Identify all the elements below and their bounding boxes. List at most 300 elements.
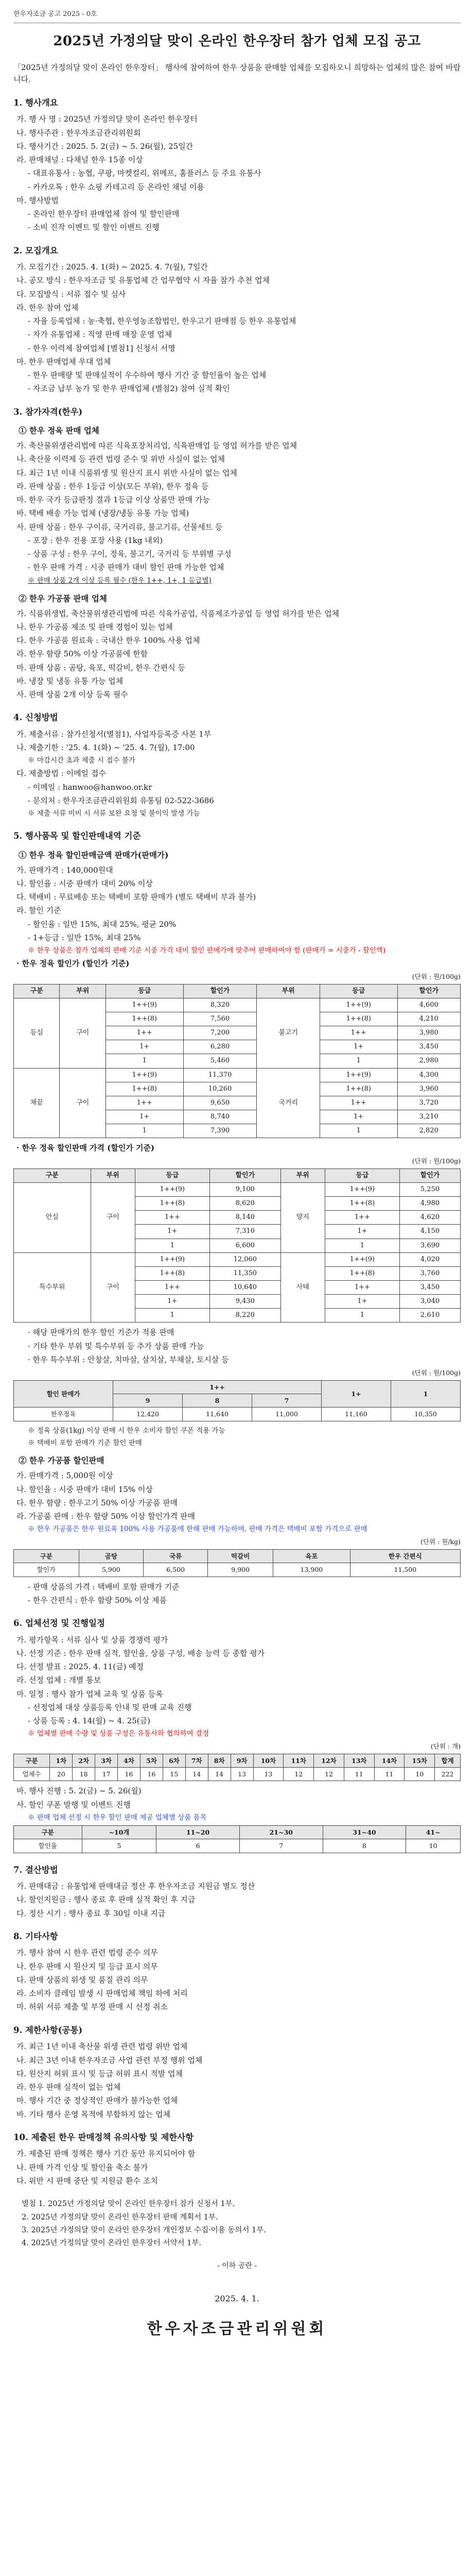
price-table-2 <box>13 1168 461 1323</box>
table-header: 6차 <box>163 1754 185 1767</box>
table-cell: 10 <box>405 1768 435 1781</box>
table-cell: 16 <box>118 1768 141 1781</box>
list-item: - 자가 유통업체 : 직영 판매 매장 운영 업체 <box>28 330 172 340</box>
list-item: - 선정업체 대상 상품등록 안내 및 판매 교육 진행 <box>28 1702 192 1712</box>
table-cell: 채끝 <box>14 1068 60 1138</box>
table-header: 구분 <box>14 1168 91 1182</box>
section-title: 4. 신청방법 <box>13 713 58 723</box>
table-cell: 등심 <box>14 998 60 1068</box>
list-item: 마. 한우 판매업체 우대 업체 <box>16 357 111 366</box>
table-unit: (단위 : 원/100g) <box>412 973 461 981</box>
list-item: 다. 선정 발표 : 2025. 4. 11(금) 예정 <box>16 1662 144 1672</box>
list-item: 바. 냉장 및 냉동 유통 가능 업체 <box>16 676 124 686</box>
table-header: 등급 <box>325 1168 399 1182</box>
list-item: 가. 행 사 명 : 2025년 가정의달 맞이 온라인 한우장터 <box>16 114 198 124</box>
table-cell: 8,620 <box>209 1197 280 1211</box>
table-cell: 6,280 <box>183 1040 257 1054</box>
list-item: - 상품 등록 : 4. 14(월) ~ 4. 25(금) <box>28 1716 150 1726</box>
section-settlement <box>13 1863 461 1920</box>
appendix-item: 4. 2025년 가정의달 맞이 온라인 한우장터 서약서 1부. <box>22 2239 201 2248</box>
list-item: 나. 선정 기준 : 한우 판매 실적, 할인율, 상품 구성, 배송 능력 등 종합 평가 <box>16 1648 265 1658</box>
table-cell: 11 <box>344 1768 374 1781</box>
table-cell: 12,060 <box>209 1252 280 1266</box>
table-header: 8 <box>183 1394 252 1407</box>
list-item: 가. 식품위생법, 축산물위생관리법에 따른 식육가공업, 식품제조가공업 등 영업 허가를 받은 업체 <box>16 608 340 618</box>
table-cell: 12 <box>284 1768 314 1781</box>
section-selection <box>13 1617 461 1853</box>
table-cell: 1++(8) <box>325 1197 399 1211</box>
table-header: 할인가 <box>209 1168 280 1182</box>
table-cell: 9,900 <box>208 1563 273 1577</box>
table-cell: 1++ <box>135 1211 209 1225</box>
table-cell: 4,980 <box>400 1197 461 1211</box>
table-header: 9 <box>113 1394 183 1407</box>
list-item: 다. 정산 시기 : 행사 종료 후 30일 이내 지급 <box>16 1908 166 1918</box>
list-item: 가. 제출된 판매 정책은 행사 기간 동안 유지되어야 함 <box>16 2149 196 2159</box>
price-table-3 <box>13 1380 461 1421</box>
list-item: 사. 판매 상품 : 한우 구이류, 국거리류, 불고기류, 선물세트 등 <box>16 522 223 532</box>
section-title: 7. 결산방법 <box>13 1865 58 1875</box>
table-cell: 안심 <box>14 1182 91 1252</box>
table-header: 13차 <box>344 1754 374 1767</box>
table-header: 2차 <box>73 1754 95 1767</box>
table-cell: 1+ <box>325 1295 399 1309</box>
list-item: · 기타 한우 부위 및 특수부위 등 추가 상품 판매 가능 <box>28 1341 204 1351</box>
table-cell: 10,350 <box>391 1408 460 1421</box>
table-cell: 4,620 <box>400 1211 461 1225</box>
appendix-item: 2. 2025년 가정의달 맞이 온라인 한우장터 판매 계획서 1부. <box>22 2213 218 2222</box>
list-item: 가. 판매대금 : 유통업체 판매대금 정산 후 한우자조금 지원금 별도 정산 <box>16 1882 255 1891</box>
table-cell: 13,900 <box>273 1563 350 1577</box>
table-cell: 1 <box>135 1309 209 1323</box>
table-header: 1+ <box>321 1380 391 1408</box>
table-cell: 1++ <box>325 1211 399 1225</box>
list-item: 다. 원산지 허위 표시 및 등급 허위 표시 적발 업체 <box>16 2069 183 2078</box>
table-header: 할인가 <box>400 1168 461 1182</box>
table-cell: 10 <box>406 1839 461 1853</box>
section-other <box>13 1930 461 2013</box>
table-header: 3차 <box>95 1754 118 1767</box>
table-header: 구분 <box>14 1549 79 1563</box>
list-item: 다. 위반 시 판매 중단 및 지원금 환수 조치 <box>16 2176 158 2185</box>
list-item: 라. 소비자 클레임 발생 시 판매업체 책임 하에 처리 <box>16 1989 188 1998</box>
list-item: 나. 최근 3년 이내 한우자조금 사업 관련 부정 행위 업체 <box>16 2055 203 2065</box>
list-item: 라. 한우 참여 업체 <box>16 302 79 312</box>
table-cell: 3,960 <box>397 1082 460 1096</box>
table-cell: 11,640 <box>183 1408 252 1421</box>
table-cell: 1++(8) <box>320 1082 397 1096</box>
table-cell: 1 <box>325 1309 399 1323</box>
table-cell: 11,350 <box>209 1266 280 1280</box>
table-cell: 1++ <box>320 1026 397 1040</box>
table-cell: 구이 <box>91 1252 135 1323</box>
list-item: - 포장 : 한우 전용 포장 사용 (1kg 내외) <box>28 535 163 545</box>
table-cell: 14 <box>208 1768 231 1781</box>
list-item: 라. 선정 업체 : 개별 통보 <box>16 1675 101 1685</box>
table-header: 5차 <box>140 1754 163 1767</box>
table-cell: 9,100 <box>209 1182 280 1196</box>
table-header: 할인가 <box>397 984 460 998</box>
table-cell: 1++(8) <box>106 1082 183 1096</box>
table-cell: 구이 <box>91 1182 135 1252</box>
table-header: 구분 <box>14 984 60 998</box>
list-item: 가. 최근 1년 이내 축산물 위생 관련 법령 위반 업체 <box>16 2042 188 2052</box>
table-cell: 1 <box>106 1124 183 1138</box>
list-item: 라. 판매 상품 : 한우 1등급 이상(모든 부위), 한우 정육 등 <box>16 481 209 491</box>
appendix-item <box>13 2198 461 2210</box>
section-title: 2. 모집개요 <box>13 245 58 256</box>
table-cell: 8 <box>323 1839 406 1853</box>
table-cell: 1++(9) <box>325 1252 399 1266</box>
table-cell: 1+ <box>106 1040 183 1054</box>
list-item: - 할인율 : 일반 15%, 최대 25%, 평균 20% <box>28 919 177 929</box>
table-header: 10차 <box>253 1754 284 1767</box>
note: ※ 제출 서류 미비 시 서류 보완 요청 및 불이익 발생 가능 <box>28 809 200 818</box>
table-cell: 5,250 <box>400 1182 461 1196</box>
table-cell: 2,980 <box>397 1054 460 1068</box>
list-item: 나. 한우 가공품 제조 및 판매 경험이 있는 업체 <box>16 622 173 632</box>
table-cell: 1+ <box>135 1295 209 1309</box>
table-caption: · 한우 정육 할인판매 가격 (할인가 기준) <box>16 1143 155 1153</box>
list-item: 마. 행사 기간 중 정상적인 판매가 불가능한 업체 <box>16 2096 178 2106</box>
table-header: 곰탕 <box>79 1549 143 1563</box>
table-cell: 1 <box>325 1239 399 1252</box>
table-header: 부위 <box>91 1168 135 1182</box>
table-cell: 1+ <box>320 1110 397 1124</box>
table-cell: 1+ <box>135 1225 209 1239</box>
table-header: 11~20 <box>156 1825 240 1839</box>
table-cell: 3,210 <box>397 1110 460 1124</box>
table-cell: 222 <box>435 1768 461 1781</box>
table-header: 할인가 <box>183 984 257 998</box>
table-cell: 1 <box>106 1054 183 1068</box>
list-item: 다. 제출방법 : 이메일 접수 <box>16 769 106 778</box>
list-item: 가. 평가항목 : 서류 심사 및 상품 경쟁력 평가 <box>16 1635 168 1645</box>
list-item: 나. 판매 가격 인상 및 할인율 축소 불가 <box>16 2162 148 2172</box>
table-cell: 특수부위 <box>14 1252 91 1323</box>
table-cell: 6 <box>156 1839 240 1853</box>
table-cell: 3,450 <box>397 1040 460 1054</box>
list-item: 나. 축산물 이력제 등 관련 법령 준수 및 위반 사실이 없는 업체 <box>16 454 225 464</box>
table-header: ~10개 <box>82 1825 156 1839</box>
table-cell: 3,450 <box>400 1280 461 1294</box>
section-overview <box>13 96 461 234</box>
table-header: 1++ <box>113 1380 322 1394</box>
table-cell: 1++(9) <box>320 1068 397 1082</box>
table-cell: 15 <box>163 1768 185 1781</box>
table-cell: 1++ <box>135 1280 209 1294</box>
end-mark: - 이하 공란 - <box>217 2261 257 2270</box>
table-cell: 1++(9) <box>325 1182 399 1196</box>
table-cell: 1++(9) <box>135 1182 209 1196</box>
list-item: 바. 기타 행사 운영 목적에 부합하지 않는 업체 <box>16 2109 170 2119</box>
list-item: 다. 한우 함량 : 한우고기 50% 이상 가공품 판매 <box>16 1498 178 1507</box>
list-item: - 소비 진작 이벤트 및 할인 이벤트 진행 <box>28 223 160 232</box>
table-cell: 11,500 <box>350 1563 460 1577</box>
table-cell: 국거리 <box>257 1068 320 1138</box>
table-cell: 13 <box>231 1768 253 1781</box>
table-header: 9차 <box>231 1754 253 1767</box>
list-item: 마. 허위 서류 제출 및 부정 판매 시 선정 취소 <box>16 2002 168 2012</box>
list-item: - 한우 간편식 : 한우 함량 50% 이상 제품 <box>28 1595 167 1605</box>
list-item: - 상품 구성 : 한우 구이, 정육, 불고기, 국거리 등 부위별 구성 <box>28 549 232 559</box>
price-table-1 <box>13 984 461 1139</box>
table-cell: 1+ <box>320 1040 397 1054</box>
list-item: - 카카오톡 : 한우 쇼핑 카테고리 등 온라인 채널 이용 <box>28 182 204 192</box>
list-item: 라. 할인 기준 <box>16 906 61 916</box>
table-cell: 1+ <box>106 1110 183 1124</box>
table-cell: 양지 <box>280 1182 325 1252</box>
table-row <box>14 1563 461 1577</box>
table-header: 부위 <box>257 984 320 998</box>
list-item: · 해당 판매가의 한우 할인 기준가 적용 판매 <box>28 1328 174 1337</box>
note: ※ 판매 상품 2개 이상 등록 필수 (한우 1++, 1+, 1 등급별) <box>28 576 212 585</box>
contact-text: - 문의처 : 한우자조금관리위원회 유통팀 02-522-3686 <box>28 795 214 805</box>
table-cell: 1++(9) <box>106 1068 183 1082</box>
table-header: 육포 <box>273 1549 350 1563</box>
section-recruitment <box>13 244 461 395</box>
table-unit: (단위 : 원/100g) <box>412 1369 461 1377</box>
table-cell: 1++ <box>106 1026 183 1040</box>
list-item: 다. 행사기간 : 2025. 5. 2(금) ~ 5. 26(월), 25일간 <box>16 141 194 151</box>
table-cell: 4,600 <box>397 998 460 1012</box>
appendix-label: 별첨 <box>22 2200 37 2209</box>
table-cell: 3,040 <box>400 1295 461 1309</box>
table-cell: 한우정육 <box>14 1408 113 1421</box>
table-header: 8차 <box>208 1754 231 1767</box>
table-cell: 8,220 <box>209 1309 280 1323</box>
table-header: 합계 <box>435 1754 461 1767</box>
list-item: 나. 제출기한 : '25. 4. 1(화) ~ '25. 4. 7(월), 17:00 <box>16 743 195 753</box>
table-cell: 6,600 <box>209 1239 280 1252</box>
section-eligibility <box>13 405 461 701</box>
list-item: 나. 할인율 : 시중 판매가 대비 15% 이상 <box>16 1484 153 1494</box>
section-policy <box>13 2131 461 2187</box>
list-item: 바. 행사 진행 : 5. 2(금) ~ 5. 26(월) <box>16 1786 142 1796</box>
table-cell: 4,020 <box>400 1252 461 1266</box>
table-header: 41~ <box>406 1825 461 1839</box>
table-cell: 5,460 <box>183 1054 257 1068</box>
table-cell: 12,420 <box>113 1408 183 1421</box>
table-cell: 10,640 <box>209 1280 280 1294</box>
list-item: 가. 모집기간 : 2025. 4. 1(화) ~ 2025. 4. 7(월), 7일간 <box>16 262 208 272</box>
section-title: 8. 기타사항 <box>13 1931 58 1941</box>
subsection-title: ① 한우 정육 할인판매금액 판매가(판매가) <box>19 850 169 860</box>
table-header: 부위 <box>280 1168 325 1182</box>
table-header: 할인 판매가 <box>14 1380 113 1408</box>
table-header: 7차 <box>185 1754 208 1767</box>
table-cell: 4,210 <box>397 1012 460 1026</box>
table-cell: 3,690 <box>400 1239 461 1252</box>
table-cell: 11,000 <box>252 1408 322 1421</box>
note-red: ※ 업체별 판매 수량 및 상품 구성은 유통사와 협의하여 결정 <box>28 1730 209 1738</box>
table-cell: 8,140 <box>209 1211 280 1225</box>
price-table-4 <box>13 1549 461 1577</box>
table-unit: (단위 : 원/100g) <box>412 1157 461 1165</box>
table-cell: 11 <box>374 1768 405 1781</box>
list-item: 마. 행사방법 <box>16 195 59 205</box>
list-item: - 판매 상품의 가격 : 택배비 포함 판매가 기준 <box>28 1582 180 1591</box>
table-header: 15차 <box>405 1754 435 1767</box>
list-item: - 자율 등록업체 : 농·축협, 한우영농조합법인, 한우고기 판매점 등 한우 유통업체 <box>28 316 296 326</box>
table-cell: 1++(8) <box>135 1197 209 1211</box>
list-item: 다. 한우 가공품 원료육 : 국내산 한우 100% 사용 업체 <box>16 636 200 646</box>
section-title: 3. 참가자격(한우) <box>13 406 83 417</box>
table-cell: 업체수 <box>14 1768 50 1781</box>
table-cell: 16 <box>140 1768 163 1781</box>
table-cell: 7,200 <box>183 1026 257 1040</box>
table-cell: 1++(9) <box>135 1252 209 1266</box>
table-header: 1차 <box>50 1754 73 1767</box>
table-header: 21~30 <box>239 1825 323 1839</box>
appendix-item: 3. 2025년 가정의달 맞이 온라인 한우장터 개인정보 수집·이용 동의서 1부. <box>22 2226 266 2234</box>
table-row <box>14 1182 461 1196</box>
table-header: 등급 <box>106 984 183 998</box>
table-cell: 불고기 <box>257 998 320 1068</box>
table-row <box>14 1408 461 1421</box>
section-title: 1. 행사개요 <box>13 97 58 108</box>
list-item: 가. 축산물위생관리법에 따른 식육포장처리업, 식육판매업 등 영업 허가를 받은 업체 <box>16 441 297 451</box>
table-cell: 1++(8) <box>135 1266 209 1280</box>
section-title: 9. 제한사항(공통) <box>13 2025 83 2035</box>
list-item: 바. 택배 배송 가능 업체 (냉장/냉동 유통 가능 업체) <box>16 509 189 518</box>
table-cell: 구이 <box>60 998 106 1068</box>
note: ※ 마감시간 초과 제출 시 접수 불가 <box>28 756 135 765</box>
note-blue: ※ 한우 가공품은 한우 원료육 100% 사용 가공품에 한해 판매 가능하며, 판매 가격은 택배비 포함 가격으로 판매 <box>28 1525 367 1534</box>
section-title: 6. 업체선정 및 진행일정 <box>13 1618 105 1629</box>
table-header: 31~40 <box>323 1825 406 1839</box>
table-cell: 6,500 <box>144 1563 208 1577</box>
list-item: - 한우 이력제 참여업체 [별첨1] 신청서 서명 <box>28 343 175 353</box>
table-cell: 17 <box>95 1768 118 1781</box>
table-cell: 9,650 <box>183 1096 257 1110</box>
table-cell: 11,370 <box>183 1068 257 1082</box>
list-item: 다. 판매 상품의 위생 및 품질 관리 의무 <box>16 1975 148 1985</box>
table-cell: 18 <box>73 1768 95 1781</box>
list-item: 다. 모집방식 : 서류 접수 및 심사 <box>16 289 126 299</box>
table-cell: 3,980 <box>397 1026 460 1040</box>
table-cell: 1++ <box>320 1096 397 1110</box>
table-unit: (단위 : 개) <box>430 1742 461 1751</box>
table-cell: 1 <box>320 1124 397 1138</box>
table-cell: 1++ <box>325 1280 399 1294</box>
list-item: 다. 최근 1년 이내 식품위생 및 원산지 표시 위반 사실이 없는 업체 <box>16 468 238 478</box>
list-item: 마. 한우 국가 등급판정 결과 1등급 이상 상품만 판매 가능 <box>16 495 210 505</box>
table-cell: 2,610 <box>400 1309 461 1323</box>
list-item: 나. 공모 방식 : 한우자조금 및 유통업체 간 업무협약 시 자율 참가 추천 업체 <box>16 276 270 285</box>
table-header: 등급 <box>320 984 397 998</box>
list-item: 가. 판매가격 : 140,000원대 <box>16 865 113 875</box>
table-cell: 3,760 <box>400 1266 461 1280</box>
list-item: 가. 제출서류 : 참가신청서(별첨1), 사업자등록증 사본 1부 <box>16 729 212 739</box>
table-row <box>14 1768 461 1781</box>
table-cell: 2,820 <box>397 1124 460 1138</box>
table-header: 한우 간편식 <box>350 1549 460 1563</box>
appendix <box>13 2198 461 2249</box>
header-note: 한우자조금 공고 2025 - 0호 <box>13 9 461 23</box>
list-item: 라. 판매채널 : 다채널 한우 15종 이상 <box>16 155 143 165</box>
table-header: 1 <box>391 1380 460 1408</box>
list-item: 마. 판매 상품 : 곰탕, 육포, 떡갈비, 한우 간편식 등 <box>16 663 185 672</box>
table-cell: 1++(9) <box>106 998 183 1012</box>
intro-paragraph: 「2025년 가정의달 맞이 온라인 한우장터」 행사에 참여하여 한우 상품을 판매할 업체를 모집하오니 희망하는 업체의 많은 참여 바랍니다. <box>13 63 461 84</box>
table-unit: (단위 : 원/kg) <box>420 1538 461 1546</box>
appendix-text: 1. 2025년 가정의달 맞이 온라인 한우장터 참가 신청서 1부. <box>38 2200 235 2209</box>
list-item: · 한우 특수부위 : 안창살, 치마살, 살치살, 부채살, 토시살 등 <box>28 1354 229 1364</box>
list-item: 나. 할인율 : 시중 판매가 대비 20% 이상 <box>16 878 153 888</box>
table-cell: 8,740 <box>183 1110 257 1124</box>
list-item: - 한우 판매 가격 : 시중 판매가 대비 할인 판매 가능한 업체 <box>28 563 224 572</box>
table-caption: · 한우 정육 할인가 (할인가 기준) <box>16 959 130 969</box>
table-cell: 1 <box>320 1054 397 1068</box>
list-item: - 한우 판매량 및 판매실적이 우수하여 행사 기간 중 할인율이 높은 업체 <box>28 370 267 380</box>
table-cell: 1++ <box>106 1096 183 1110</box>
table-cell: 4,300 <box>397 1068 460 1082</box>
table-cell: 사태 <box>280 1252 325 1323</box>
note-red: ※ 한우 상품은 참가 업체의 판매 기준 시중 가격 대비 할인 판매가에 맞추어 판매하여야 함 (판매가 = 시중가 - 할인액) <box>28 946 386 955</box>
discount-table <box>13 1825 461 1853</box>
table-header: 구분 <box>14 1754 50 1767</box>
list-item: 사. 판매 상품 2개 이상 등록 필수 <box>16 690 128 700</box>
table-row <box>14 1252 461 1266</box>
subsection-title: ② 한우 가공품 할인판매 <box>19 1455 104 1466</box>
section-application <box>13 711 461 819</box>
table-header: 국류 <box>144 1549 208 1563</box>
table-cell: 7,310 <box>209 1225 280 1239</box>
table-cell: 5,900 <box>79 1563 143 1577</box>
table-header: 12차 <box>314 1754 344 1767</box>
table-cell: 14 <box>185 1768 208 1781</box>
list-item: - 대표유통사 : 농협, 쿠팡, 마켓컬리, 위메프, 홈플러스 등 주요 유통사 <box>28 168 261 178</box>
table-cell: 1+ <box>325 1225 399 1239</box>
subsection-title: ① 한우 정육 판매 업체 <box>19 426 99 436</box>
table-header: 등급 <box>135 1168 209 1182</box>
note-blue: ※ 판매 업체 선정 시 한우 할인 판매 제공 업체별 상품 품목 <box>28 1813 207 1822</box>
list-item: 나. 할인지원금 : 행사 종료 후 판매 실적 확인 후 지급 <box>16 1895 196 1905</box>
table-row <box>14 998 461 1012</box>
table-cell: 10,260 <box>183 1082 257 1096</box>
list-item: 사. 할인 쿠폰 발행 및 이벤트 진행 <box>16 1800 131 1809</box>
list-item: - 온라인 한우장터 판매업체 참여 및 할인판매 <box>28 209 180 219</box>
list-item: 라. 한우 함량 50% 이상 가공품에 한함 <box>16 649 148 659</box>
organization-name: 한우자조금관리위원회 <box>147 2320 327 2338</box>
table-cell: 11,160 <box>321 1408 391 1421</box>
note: ※ 정육 상품(1kg) 이상 판매 시 한우 소비자 할인 쿠폰 적용 가능 <box>28 1426 225 1435</box>
section-restrictions <box>13 2024 461 2121</box>
section-pricing <box>13 829 461 1606</box>
table-cell: 구이 <box>60 1068 106 1138</box>
table-cell: 12 <box>314 1768 344 1781</box>
table-cell: 할인율 <box>14 1839 82 1853</box>
table-cell: 5 <box>82 1839 156 1853</box>
table-row <box>14 1068 461 1082</box>
section-title: 10. 제출된 한우 판매정책 유의사항 및 제한사항 <box>13 2132 194 2142</box>
table-cell: 1++(8) <box>106 1012 183 1026</box>
table-cell: 7,390 <box>183 1124 257 1138</box>
table-cell: 13 <box>253 1768 284 1781</box>
subsection-title: ② 한우 가공품 판매 업체 <box>19 593 107 603</box>
table-row <box>14 1839 461 1853</box>
table-cell: 8,320 <box>183 998 257 1012</box>
list-item: - 자조금 납부 농가 및 한우 판매업체 (별첨2) 참여 실적 확인 <box>28 384 230 394</box>
list-item: 라. 가공품 판매 : 한우 함량 50% 이상 할인가격 판매 <box>16 1512 195 1521</box>
table-cell: 7 <box>239 1839 323 1853</box>
list-item: 다. 택배비 : 무료배송 또는 택배비 포함 판매가 (별도 택배비 부과 불가) <box>16 892 256 902</box>
list-item: 나. 행사주관 : 한우자조금관리위원회 <box>16 128 141 138</box>
table-header: 7 <box>252 1394 322 1407</box>
table-cell: 1 <box>135 1239 209 1252</box>
table-cell: 1++(8) <box>320 1012 397 1026</box>
